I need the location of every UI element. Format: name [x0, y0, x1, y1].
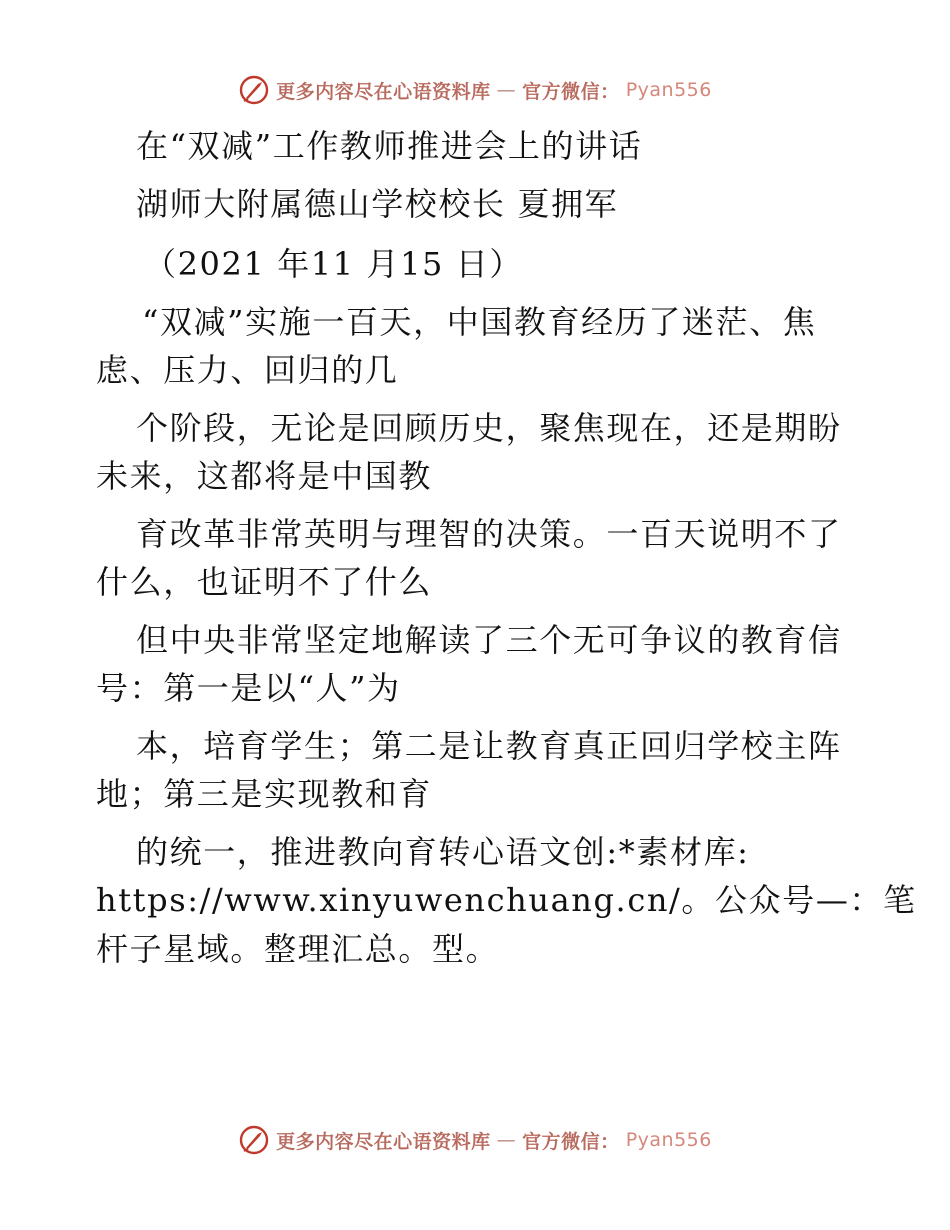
paragraph-line: 虑、压力、回归的几	[96, 351, 399, 389]
paragraph-line: 本，培育学生；第二是让教育真正回归学校主阵	[136, 726, 842, 765]
quill-circle-icon	[238, 1124, 270, 1156]
paragraph-line: 但中央非常坚定地解读了三个无可争议的教育信	[136, 620, 842, 659]
quill-circle-icon	[238, 74, 270, 106]
watermark-text: 更多内容尽在心语资料库	[276, 1130, 491, 1153]
paragraph-line: 的统一，推进教向育转心语文创:*素材库:	[136, 832, 750, 871]
footer-watermark	[0, 1124, 950, 1156]
paragraph-line: 个阶段，无论是回顾历史，聚焦现在，还是期盼	[136, 408, 842, 447]
paragraph-line: 未来，这都将是中国教	[96, 457, 433, 495]
document-title: 在“双减”工作教师推进会上的讲话	[136, 127, 643, 165]
watermark-wechat-label: 官方微信：	[522, 1130, 620, 1153]
paragraph-line: 育改革非常英明与理智的决策。一百天说明不了	[136, 514, 842, 553]
watermark-wechat-label: 官方微信：	[522, 80, 620, 103]
paragraph-line: 什么，也证明不了什么	[96, 563, 433, 601]
document-body	[96, 122, 917, 973]
header-watermark	[0, 74, 950, 106]
paragraph-line: 地；第三是实现教和育	[96, 775, 433, 813]
paragraph-line: 杆子星域。整理汇总。型。	[96, 929, 500, 968]
document-author: 湖师大附属德山学校校长 夏拥军	[136, 184, 619, 223]
paragraph-line: “双减”实施一百天，中国教育经历了迷茫、焦	[142, 302, 817, 341]
watermark-wechat-id: Pyan556	[625, 1129, 712, 1151]
watermark-dash: —	[496, 79, 517, 101]
paragraph-line: 号：第一是以“人”为	[96, 669, 401, 707]
watermark-wechat-id: Pyan556	[625, 79, 712, 101]
watermark-text: 更多内容尽在心语资料库	[276, 80, 491, 103]
document-date: （2021 年11 月15 日）	[144, 245, 523, 283]
paragraph-line: https://www.xinyuwenchuang.cn/。公众号—：笔	[96, 881, 917, 919]
watermark-dash: —	[496, 1129, 517, 1151]
